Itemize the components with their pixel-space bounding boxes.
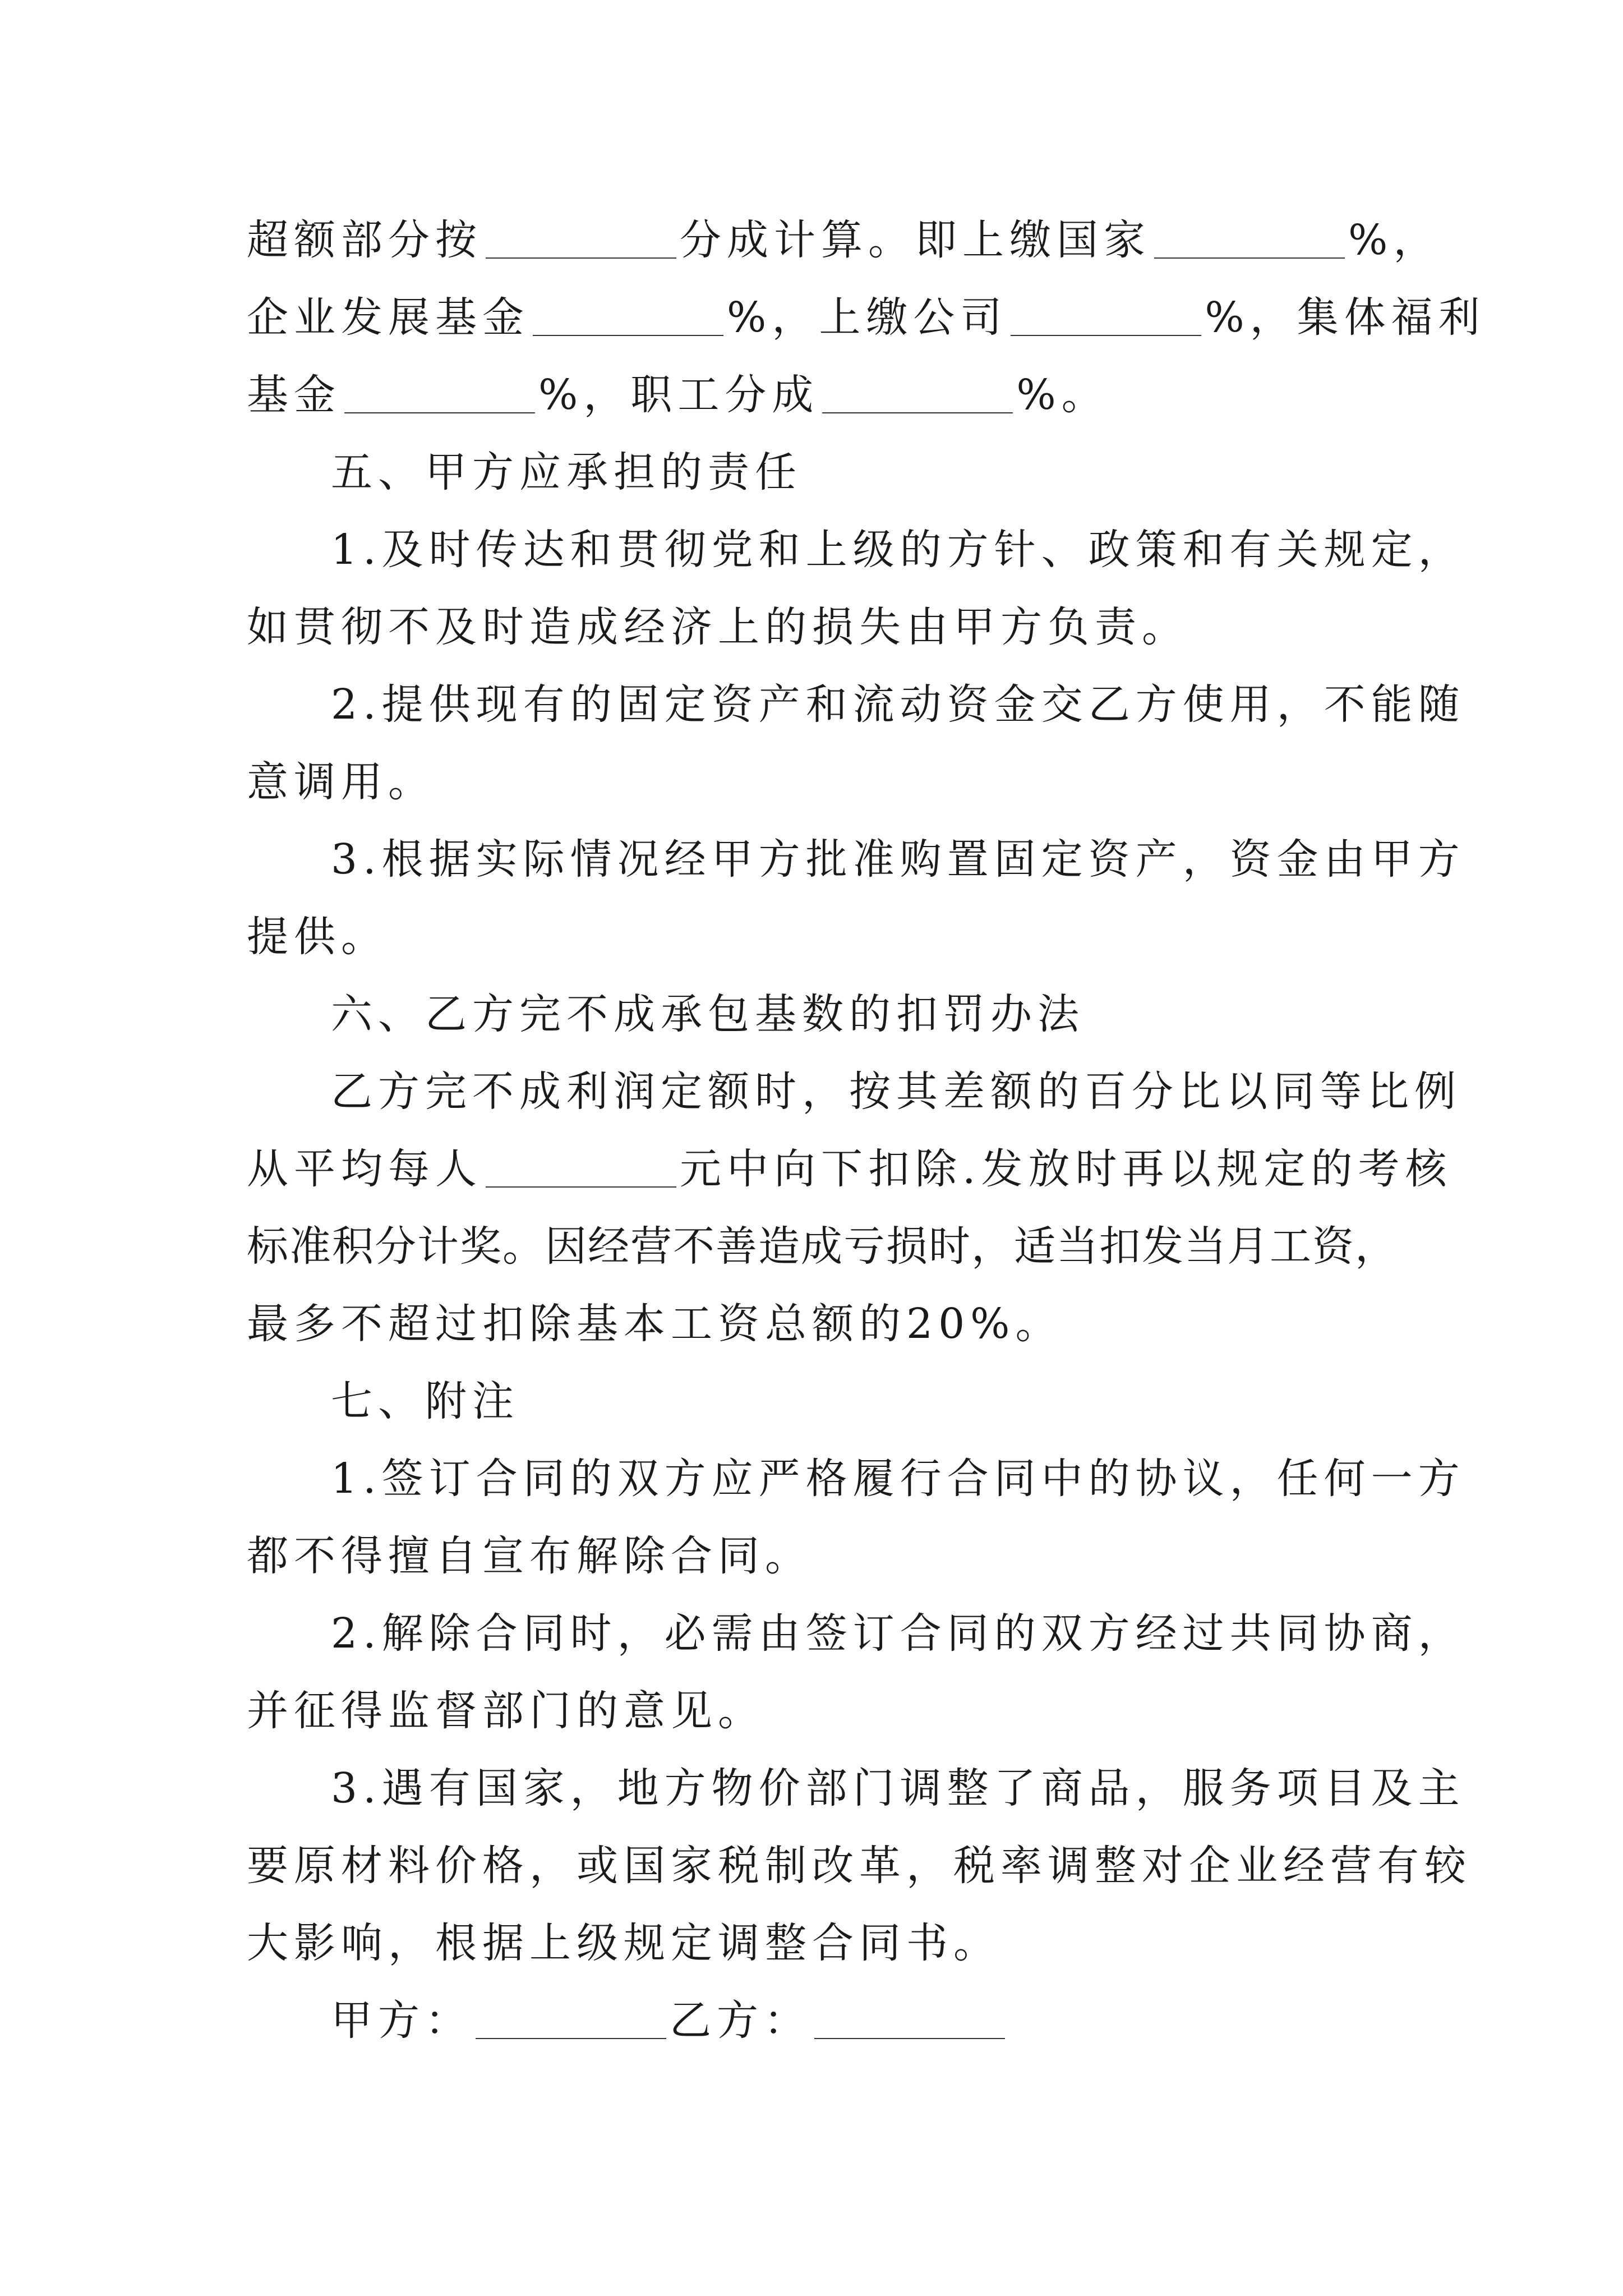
text-segment: 分成计算。即上缴国家	[680, 216, 1151, 264]
text-line: 提供。	[247, 913, 388, 961]
text-segment: 企业发展基金	[247, 293, 529, 342]
text-line: 都不得擅自宣布解除合同。	[247, 1532, 812, 1580]
fill-blank[interactable]	[1011, 293, 1201, 336]
text-line: 大影响，根据上级规定调整合同书。	[247, 1919, 1000, 1967]
text-line: 2.解除合同时，必需由签订合同的双方经过共同协商，	[331, 1609, 1465, 1658]
party-b-label: 乙方：	[670, 1996, 811, 2045]
section-heading: 五、甲方应承担的责任	[331, 448, 802, 496]
section-heading: 六、乙方完不成承包基数的扣罚办法	[331, 990, 1085, 1038]
text-line: 标准积分计奖。因经营不善造成亏损时，适当扣发当月工资，	[247, 1222, 1398, 1271]
text-line: 要原材料价格，或国家税制改革，税率调整对企业经营有较	[247, 1842, 1472, 1890]
text-segment: 基金	[247, 371, 341, 419]
text-line: 3.根据实际情况经甲方批准购置固定资产，资金由甲方	[331, 835, 1465, 884]
fill-blank[interactable]	[1154, 216, 1345, 259]
party-a-signature-blank[interactable]	[476, 1996, 666, 2039]
text-line: 意调用。	[247, 758, 435, 806]
text-segment: %，集体福利	[1205, 293, 1486, 342]
text-segment: %，职工分成	[538, 371, 819, 419]
text-line	[247, 1141, 1453, 1197]
text-segment: %。	[1016, 371, 1109, 419]
text-segment: 元中向下扣除.发放时再以规定的考核	[680, 1145, 1453, 1193]
party-a-label: 甲方：	[331, 1996, 472, 2045]
fill-blank[interactable]	[533, 293, 723, 336]
text-line: 2.提供现有的固定资产和流动资金交乙方使用，不能随	[331, 680, 1465, 729]
fill-blank[interactable]	[822, 371, 1013, 413]
text-line	[247, 289, 1486, 346]
text-line: 1.及时传达和贯彻党和上级的方针、政策和有关规定，	[331, 526, 1465, 574]
fill-blank[interactable]	[344, 371, 535, 413]
text-segment: %，	[1348, 216, 1441, 264]
text-segment: %，上缴公司	[727, 293, 1008, 342]
text-line: 3.遇有国家，地方物价部门调整了商品，服务项目及主	[331, 1764, 1465, 1812]
text-segment: 从平均每人	[247, 1145, 482, 1193]
text-line: 乙方完不成利润定额时，按其差额的百分比以同等比例	[331, 1068, 1461, 1116]
text-line	[247, 212, 1441, 268]
signature-line	[247, 1993, 1391, 2049]
text-line: 1.签订合同的双方应严格履行合同中的协议，任何一方	[331, 1455, 1465, 1503]
text-line	[247, 367, 1391, 423]
text-line: 如贯彻不及时造成经济上的损失由甲方负责。	[247, 603, 1189, 651]
party-b-signature-blank[interactable]	[814, 1996, 1005, 2039]
fill-blank[interactable]	[486, 1145, 676, 1188]
section-heading: 七、附注	[331, 1377, 519, 1425]
fill-blank[interactable]	[486, 216, 676, 259]
text-segment: 超额部分按	[247, 216, 482, 264]
text-line: 并征得监督部门的意见。	[247, 1687, 765, 1735]
text-line: 最多不超过扣除基本工资总额的20%。	[247, 1300, 1063, 1348]
